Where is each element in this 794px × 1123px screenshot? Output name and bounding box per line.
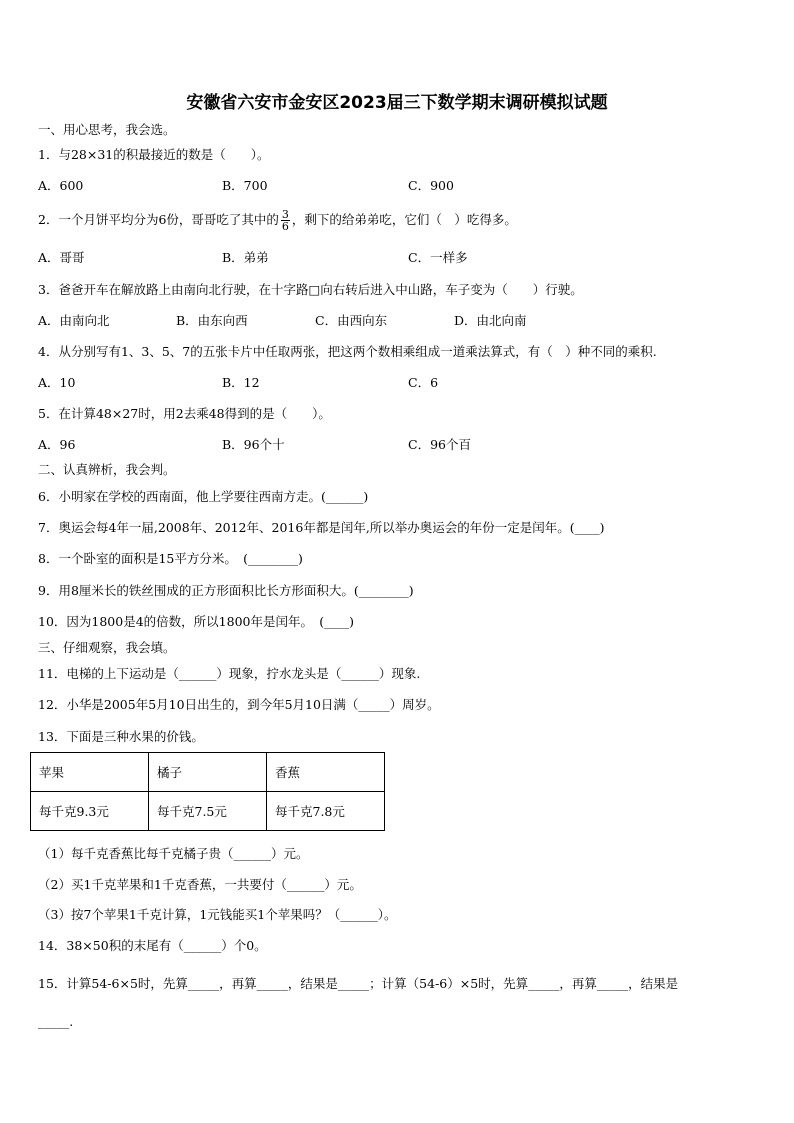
option-b: B．弟弟 (222, 250, 269, 265)
question-2-text-after: ，剩下的给弟弟吃，它们（ ）吃得多。 (291, 212, 517, 227)
option-c: C．6 (408, 375, 439, 390)
option-c: C．900 (408, 178, 454, 193)
question-2-text-before: 2．一个月饼平均分为6份，哥哥吃了其中的 (38, 212, 279, 227)
question-4: 4．从分别写有1、3、5、7的五张卡片中任取两张，把这两个数相乘组成一道乘法算式，有（ ）种不同的乘积. (38, 344, 657, 359)
option-a: A．96 (38, 437, 76, 452)
question-13-part-1: （1）每千克香蕉比每千克橘子贵（______）元。 (38, 846, 309, 861)
table-cell: 每千克7.5元 (149, 792, 267, 831)
question-13: 13．下面是三种水果的价钱。 (38, 729, 204, 744)
table-row (31, 792, 385, 831)
option-c: C．96个百 (408, 437, 471, 452)
fraction-numerator: 3 (281, 208, 289, 221)
question-10: 10．因为1800是4的倍数，所以1800年是闰年。 (____) (38, 614, 354, 629)
option-a: A．哥哥 (38, 250, 85, 265)
option-b: B．12 (222, 375, 260, 390)
price-table (30, 752, 385, 831)
fraction (281, 209, 290, 232)
question-1: 1．与28×31的积最接近的数是（ ）。 (38, 147, 270, 162)
option-c: C．一样多 (408, 250, 468, 265)
option-b: B．由东向西 (176, 313, 248, 328)
question-12: 12．小华是2005年5月10日出生的，到今年5月10日满（_____）周岁。 (38, 697, 440, 712)
question-15: 15．计算54-6×5时，先算_____，再算_____，结果是_____；计算（54-6）×5时，先算_____，再算_____，结果是 (38, 976, 679, 991)
option-a: A．600 (38, 178, 84, 193)
option-b: B．700 (222, 178, 268, 193)
question-7: 7．奥运会每4年一届,2008年、2012年、2016年都是闰年,所以举办奥运会的年份一定是闰年。(____) (38, 520, 605, 535)
section-heading: 一、用心思考，我会选。 (38, 122, 176, 137)
table-cell: 每千克9.3元 (31, 792, 149, 831)
question-6: 6．小明家在学校的西南面，他上学要往西南方走。(______) (38, 489, 369, 504)
table-header-cell: 苹果 (31, 753, 149, 792)
table-row (31, 753, 385, 792)
question-9: 9．用8厘米长的铁丝围成的正方形面积比长方形面积大。(________) (38, 583, 414, 598)
question-15-continued: _____. (38, 1014, 74, 1029)
question-2 (38, 206, 517, 234)
question-11: 11．电梯的上下运动是（______）现象，拧水龙头是（______）现象. (38, 666, 421, 681)
option-a: A．由南向北 (38, 313, 110, 328)
option-c: C．由西向东 (315, 313, 388, 328)
question-5: 5．在计算48×27时，用2去乘48得到的是（ ）。 (38, 406, 331, 421)
page-title: 安徽省六安市金安区2023届三下数学期末调研模拟试题 (186, 93, 608, 113)
question-14: 14．38×50积的末尾有（______）个0。 (38, 938, 267, 953)
table-header-cell: 橘子 (149, 753, 267, 792)
question-3: 3．爸爸开车在解放路上由南向北行驶，在十字路□向右转后进入中山路，车子变为（ ）行驶。 (38, 282, 583, 297)
table-cell: 每千克7.8元 (267, 792, 385, 831)
section-heading: 二、认真辨析，我会判。 (38, 462, 176, 477)
option-d: D．由北向南 (454, 313, 527, 328)
question-13-part-2: （2）买1千克苹果和1千克香蕉，一共要付（______）元。 (38, 877, 362, 892)
section-heading: 三、仔细观察，我会填。 (38, 640, 176, 655)
fraction-denominator: 6 (281, 220, 289, 233)
question-13-part-3: （3）按7个苹果1千克计算，1元钱能买1个苹果吗？（______）。 (38, 907, 397, 922)
table-header-cell: 香蕉 (267, 753, 385, 792)
option-b: B．96个十 (222, 437, 285, 452)
option-a: A．10 (38, 375, 76, 390)
question-8: 8．一个卧室的面积是15平方分米。 (________) (38, 551, 303, 566)
